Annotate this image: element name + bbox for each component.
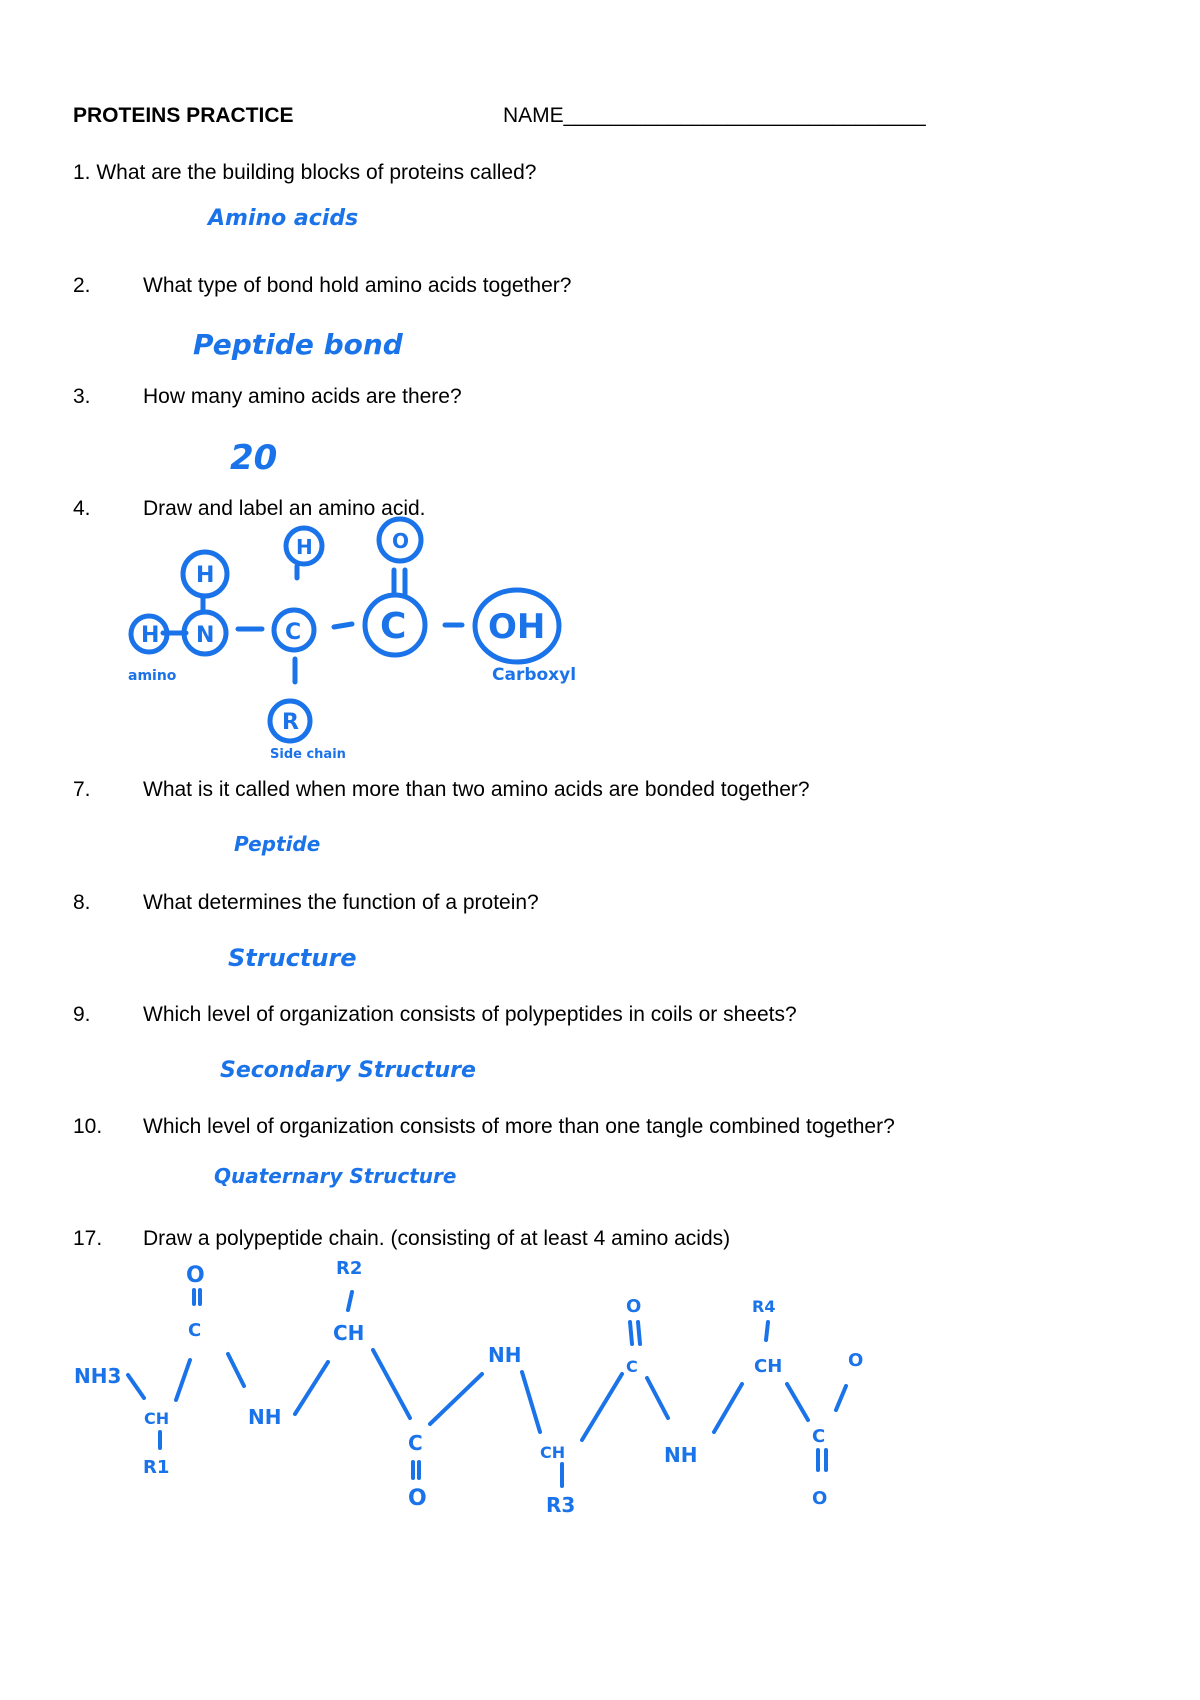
label-nh4: NH	[664, 1443, 698, 1467]
answer-7: Peptide	[234, 832, 321, 856]
answer-9: Secondary Structure	[220, 1058, 476, 1083]
answer-8: Structure	[228, 944, 357, 972]
bond-ch1-c1	[176, 1360, 190, 1400]
label-o2: O	[408, 1486, 427, 1511]
label-ch3: CH	[540, 1443, 566, 1462]
bond-c4-o4b	[836, 1386, 846, 1410]
question-8-text: What determines the function of a protein?	[143, 891, 539, 914]
answer-2: Peptide bond	[193, 328, 403, 361]
question-2-number: 2.	[73, 274, 91, 297]
bond-ch4-c4	[787, 1384, 808, 1420]
question-8-number: 8.	[73, 891, 91, 914]
answer-1: Amino acids	[208, 206, 359, 231]
label-ch4: CH	[754, 1356, 783, 1377]
atom-oh: OH	[488, 607, 546, 647]
question-10-text: Which level of organization consists of more than one tangle combined together?	[143, 1115, 895, 1138]
bond-o3-c3-a	[630, 1322, 632, 1344]
bond-nh4-ch4	[714, 1384, 742, 1432]
label-r1: R1	[143, 1457, 170, 1478]
label-r4: R4	[752, 1297, 776, 1316]
label-o1: O	[186, 1263, 205, 1288]
label-ch2: CH	[333, 1321, 365, 1345]
label-r3: R3	[546, 1493, 576, 1517]
question-3-number: 3.	[73, 385, 91, 408]
bond-ch2-c2	[373, 1350, 410, 1418]
bond-ch3-c3	[582, 1374, 622, 1440]
question-9-text: Which level of organization consists of polypeptides in coils or sheets?	[143, 1003, 797, 1026]
question-10-number: 10.	[73, 1115, 103, 1138]
bond-r4-ch4	[766, 1322, 768, 1340]
bond-nh2-ch3	[522, 1372, 540, 1432]
atom-c-carboxyl: C	[380, 606, 407, 647]
bond-c1-nh1	[228, 1354, 244, 1386]
question-3-text: How many amino acids are there?	[143, 385, 462, 408]
bond-c3-nh4	[647, 1378, 668, 1418]
label-nh1: NH	[248, 1405, 282, 1429]
question-7-number: 7.	[73, 778, 91, 801]
label-c2: C	[408, 1431, 423, 1455]
atom-o-double: O	[392, 529, 410, 553]
atom-r: R	[282, 710, 299, 735]
bond-ch2-r2	[348, 1292, 352, 1310]
label-o4b: O	[848, 1350, 864, 1371]
label-ch1: CH	[144, 1409, 170, 1428]
question-4-text: Draw and label an amino acid.	[143, 497, 426, 520]
label-nh3: NH3	[74, 1364, 122, 1388]
answer-10: Quaternary Structure	[214, 1164, 457, 1188]
label-o3: O	[626, 1296, 642, 1317]
answer-3: 20	[230, 438, 278, 478]
question-17-number: 17.	[73, 1227, 103, 1250]
question-2-text: What type of bond hold amino acids together?	[143, 274, 572, 297]
label-c1: C	[188, 1320, 202, 1341]
label-carboxyl: Carboxyl	[492, 665, 577, 685]
question-number: 1.	[73, 161, 91, 184]
question-7-text: What is it called when more than two amino acids are bonded together?	[143, 778, 810, 801]
bond-c2-nh2	[430, 1374, 482, 1424]
question-17-text: Draw a polypeptide chain. (consisting of at least 4 amino acids)	[143, 1227, 731, 1250]
label-r2: R2	[336, 1258, 363, 1279]
atom-c-alpha: C	[285, 620, 302, 645]
atom-h-top: H	[196, 563, 215, 588]
name-field-label: NAME_______________________________	[503, 104, 926, 127]
bond-nh1-ch2	[295, 1362, 328, 1414]
label-o4a: O	[812, 1488, 828, 1509]
label-c4: C	[812, 1426, 826, 1447]
atom-h-alpha: H	[296, 535, 313, 559]
label-nh2: NH	[488, 1343, 522, 1367]
label-side-chain: Side chain	[270, 747, 346, 762]
question-text: What are the building blocks of proteins called?	[96, 161, 537, 184]
bond-nh3-ch1	[128, 1375, 144, 1398]
label-c3: C	[626, 1357, 638, 1376]
page-title: PROTEINS PRACTICE	[73, 104, 294, 127]
question-4-number: 4.	[73, 497, 91, 520]
question-9-number: 9.	[73, 1003, 91, 1026]
atom-n: N	[196, 623, 215, 648]
atom-h-left: H	[141, 623, 160, 648]
label-amino: amino	[128, 668, 177, 684]
bond-o3-c3-b	[638, 1322, 640, 1344]
